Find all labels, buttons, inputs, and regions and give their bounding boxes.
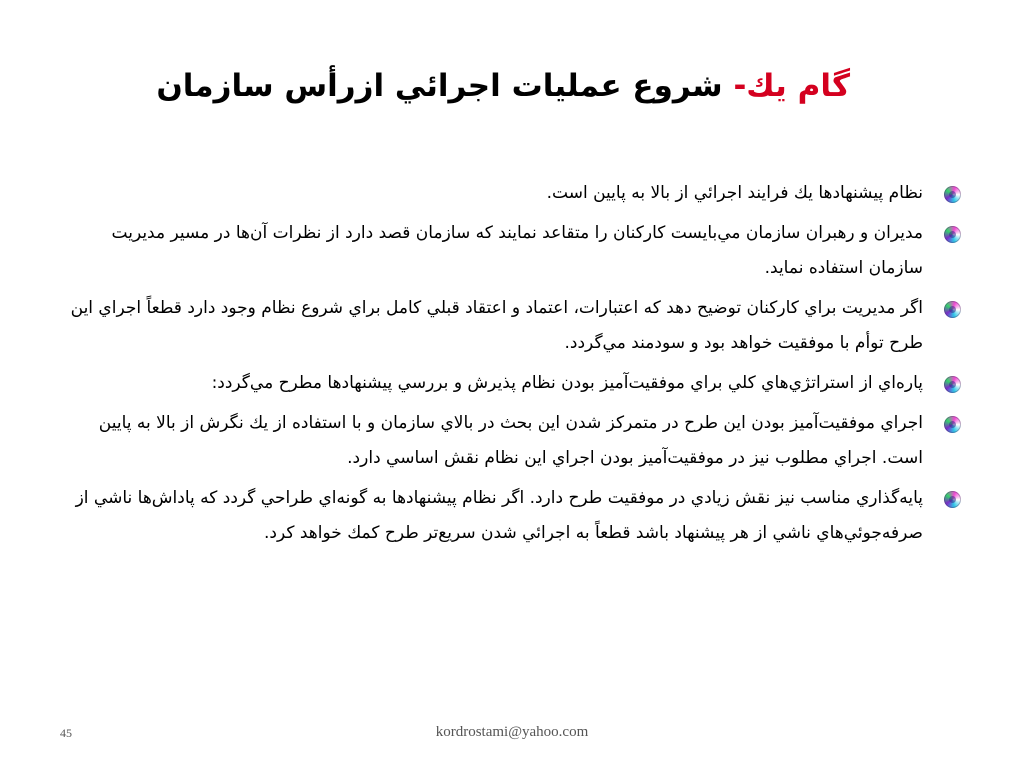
bullet-text: پايه‌گذاري مناسب نيز نقش زيادي در موفقيت طرح دارد. اگر نظام پيشنهادها به گونه‌اي طراحي گردد كه پاداش‌ها ناشي از صرفه‌جوئي‌هاي ناشي از هر پيشنهاد باشد قطعاً به اجرائي شدن سريع‌تر طرح كمك خواهد كرد. <box>75 488 923 543</box>
sphere-bullet-icon <box>944 416 961 433</box>
bullet-item <box>58 406 963 476</box>
slide-title-text: شروع عمليات اجرائي ازرأس سازمان <box>156 68 723 104</box>
sphere-bullet-icon <box>944 301 961 318</box>
bullet-list <box>58 176 963 556</box>
sphere-bullet-icon <box>944 376 961 393</box>
bullet-text: اگر مديريت براي كاركنان توضيح دهد كه اعتبارات، اعتماد و اعتقاد قبلي كامل براي شروع نظام وجود دارد قطعاً اجراي اين طرح توأم با موفقيت خواهد بود و سودمند مي‌گردد. <box>70 298 923 353</box>
sphere-bullet-icon <box>944 491 961 508</box>
bullet-item <box>58 481 963 551</box>
bullet-item <box>58 291 963 361</box>
bullet-text: نظام پيشنهادها يك فرايند اجرائي از بالا به پايين است. <box>546 183 923 203</box>
bullet-text: اجراي موفقيت‌آميز بودن اين طرح در متمركز شدن اين بحث در بالاي سازمان و با استفاده از يك نگرش از بالا به پايين است. اجراي مطلوب نيز در موفقيت‌آميز بودن اجراي اين نظام نقش اساسي دارد. <box>98 413 923 468</box>
slide-title-lead: گام يك- <box>733 68 850 104</box>
bullet-item <box>58 366 963 401</box>
slide-number: 45 <box>60 726 72 740</box>
footer-email: kordrostami@yahoo.com <box>435 724 589 740</box>
slide-title <box>60 66 850 106</box>
bullet-text: مديران و رهبران سازمان مي‌بايست كاركنان را متقاعد نمايند كه سازمان قصد دارد از نظرات آن‌ها در مسير مديريت سازمان استفاده نمايد. <box>111 223 923 278</box>
bullet-text: پاره‌اي از استراتژي‌هاي كلي براي موفقيت‌آميز بودن نظام پذيرش و بررسي پيشنهادها مطرح مي‌گردد: <box>211 373 923 393</box>
sphere-bullet-icon <box>944 186 961 203</box>
sphere-bullet-icon <box>944 226 961 243</box>
bullet-item <box>58 176 963 211</box>
bullet-item <box>58 216 963 286</box>
